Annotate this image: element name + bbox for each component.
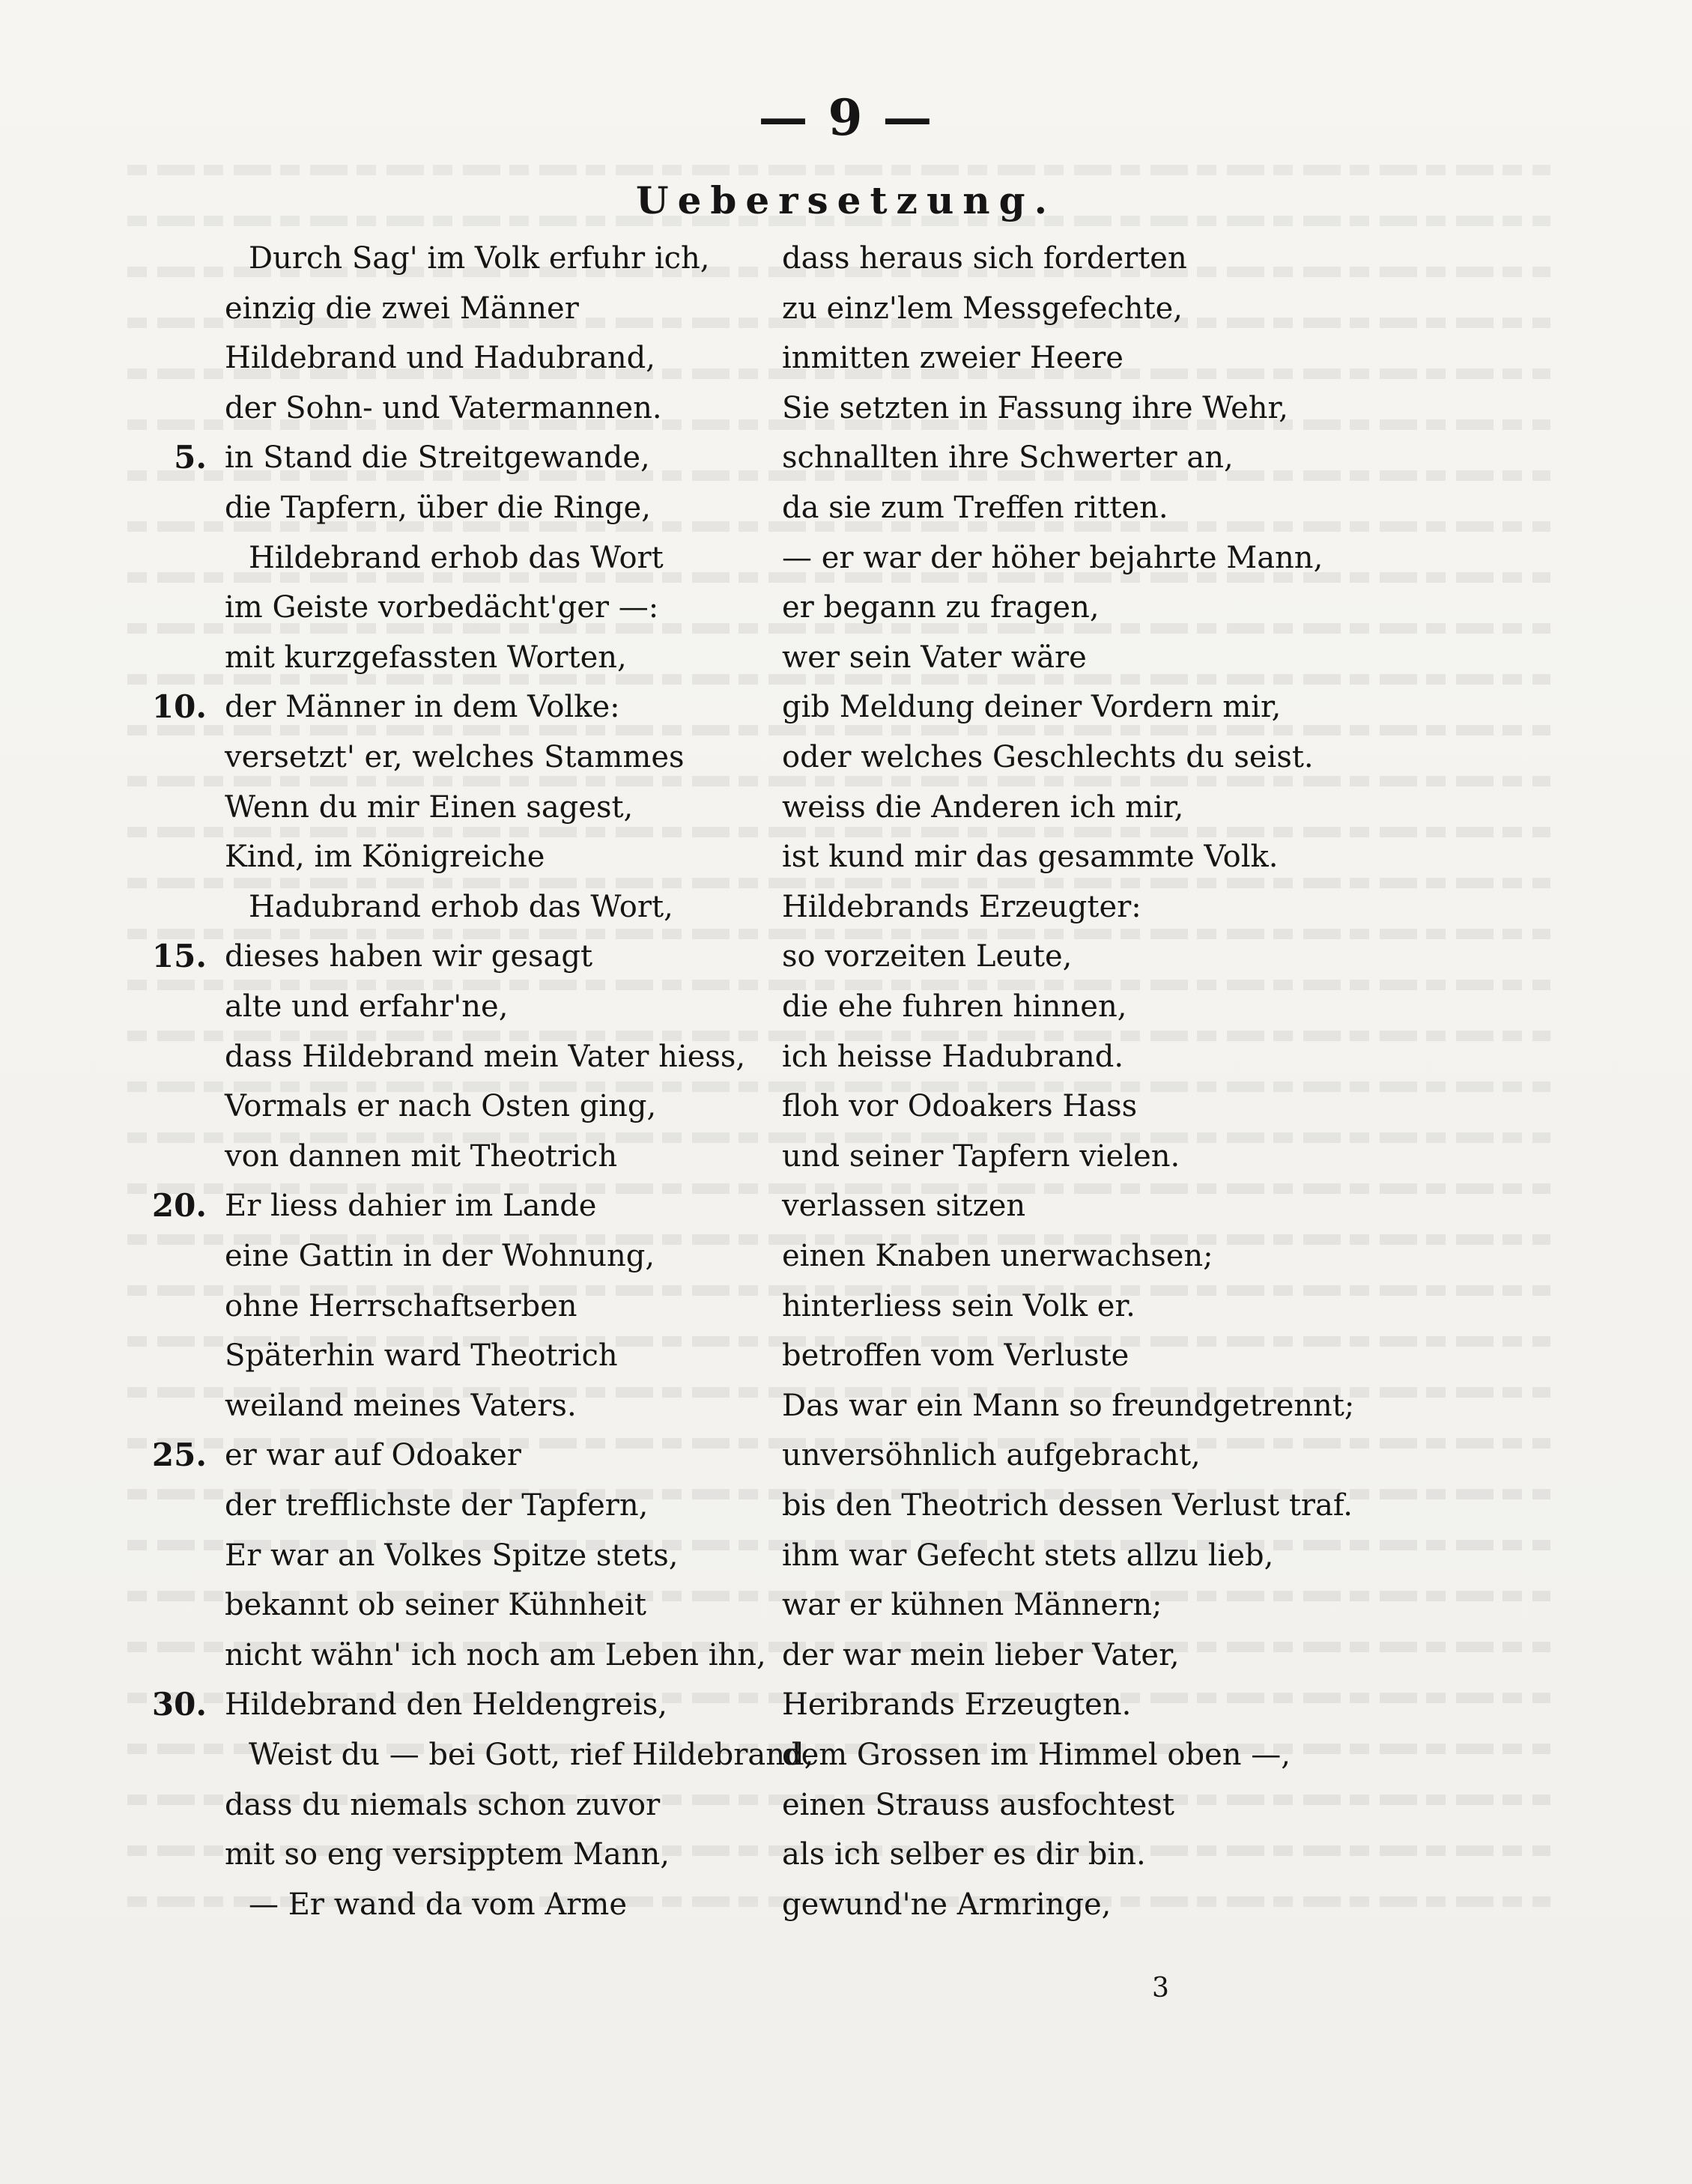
- verse-left-half: Hildebrand erhob das Wort: [249, 540, 664, 575]
- verse-left-half: Vormals er nach Osten ging,: [225, 1089, 657, 1124]
- verse-line: [0, 982, 1692, 1031]
- verse-line: [0, 1780, 1692, 1830]
- verse-line: [0, 1730, 1692, 1780]
- verse-left-half: die Tapfern, über die Ringe,: [225, 491, 651, 525]
- verse-right-half: wer sein Vater wäre: [782, 640, 1087, 675]
- page-title: Uebersetzung.: [635, 178, 1057, 222]
- verse-line: [0, 1631, 1692, 1680]
- verse-number: 20.: [151, 1187, 207, 1225]
- verse-left-half: — Er wand da vom Arme: [249, 1887, 628, 1922]
- verse-left-half: Hildebrand und Hadubrand,: [225, 341, 655, 376]
- verse-right-half: die ehe fuhren hinnen,: [782, 989, 1127, 1024]
- verse-left-half: der trefflichste der Tapfern,: [225, 1488, 649, 1523]
- verse-right-half: einen Strauss ausfochtest: [782, 1787, 1174, 1822]
- verse-line: [0, 383, 1692, 433]
- verse-right-half: verlassen sitzen: [782, 1189, 1026, 1224]
- verse-left-half: mit kurzgefassten Worten,: [225, 640, 627, 675]
- verse-right-half: zu einz'lem Messgefechte,: [782, 291, 1183, 326]
- verse-right-half: inmitten zweier Heere: [782, 341, 1124, 376]
- verse-left-half: Er liess dahier im Lande: [225, 1189, 597, 1224]
- verse-right-half: Hildebrands Erzeugter:: [782, 889, 1141, 924]
- verse-left-half: weiland meines Vaters.: [225, 1388, 577, 1423]
- verse-line: [0, 1281, 1692, 1331]
- verse-left-half: Weist du — bei Gott, rief Hildebrand,: [249, 1738, 814, 1772]
- verse-line: [0, 633, 1692, 682]
- verse-line: [0, 832, 1692, 882]
- verse-right-half: gewund'ne Armringe,: [782, 1887, 1112, 1922]
- signature-mark: 3: [1152, 1973, 1169, 2003]
- verse-left-half: alte und erfahr'ne,: [225, 989, 509, 1024]
- verse-right-half: hinterliess sein Volk er.: [782, 1288, 1135, 1323]
- verse-line: [0, 1580, 1692, 1630]
- verse-line: [0, 1331, 1692, 1380]
- verse-line: [0, 783, 1692, 832]
- verse-line: [0, 1880, 1692, 1929]
- verse-right-half: schnallten ihre Schwerter an,: [782, 440, 1234, 476]
- verse-line: [0, 1231, 1692, 1281]
- verse-left-half: der Sohn- und Vatermannen.: [225, 390, 662, 425]
- verse-number: 25.: [151, 1437, 207, 1474]
- verse-left-half: eine Gattin in der Wohnung,: [225, 1239, 655, 1273]
- verse-right-half: ich heisse Hadubrand.: [782, 1039, 1124, 1074]
- verse-left-half: nicht wähn' ich noch am Leben ihn,: [225, 1637, 766, 1672]
- verse-number: 15.: [151, 938, 207, 975]
- verse-left-half: im Geiste vorbedächt'ger —:: [225, 590, 659, 625]
- verse-right-half: er begann zu fragen,: [782, 590, 1100, 625]
- verse-left-half: in Stand die Streitgewande,: [225, 440, 650, 476]
- verse-left-half: von dannen mit Theotrich: [225, 1138, 618, 1174]
- verse-left-half: bekannt ob seiner Kühnheit: [225, 1588, 646, 1623]
- verse-line: [0, 333, 1692, 383]
- verse-right-half: Das war ein Mann so freundgetrennt;: [782, 1388, 1355, 1423]
- verse-line: [0, 1531, 1692, 1580]
- verse-left-half: einzig die zwei Männer: [225, 291, 579, 326]
- verse-left-half: mit so eng versipptem Mann,: [225, 1837, 670, 1872]
- verse-right-half: Heribrands Erzeugten.: [782, 1687, 1132, 1723]
- verse-left-half: Hildebrand den Heldengreis,: [225, 1687, 667, 1723]
- verse-line: [0, 533, 1692, 583]
- verse-left-half: Durch Sag' im Volk erfuhr ich,: [249, 241, 710, 276]
- verse-right-half: bis den Theotrich dessen Verlust traf.: [782, 1488, 1353, 1523]
- verse-line: [0, 583, 1692, 632]
- verse-left-half: dass du niemals schon zuvor: [225, 1787, 661, 1822]
- verse-right-half: floh vor Odoakers Hass: [782, 1089, 1138, 1124]
- verse-left-half: versetzt' er, welches Stammes: [225, 740, 685, 774]
- verse-number: 10.: [151, 688, 207, 726]
- verse-line: [0, 433, 1692, 482]
- verse-line: [0, 932, 1692, 981]
- verse-right-half: weiss die Anderen ich mir,: [782, 789, 1184, 825]
- verse-right-half: gib Meldung deiner Vordern mir,: [782, 690, 1282, 725]
- verse-line: [0, 1481, 1692, 1530]
- verse-right-half: dem Grossen im Himmel oben —,: [782, 1738, 1291, 1772]
- verse-right-half: als ich selber es dir bin.: [782, 1837, 1146, 1872]
- verse-line: [0, 1181, 1692, 1231]
- verse-left-half: Späterhin ward Theotrich: [225, 1338, 618, 1374]
- verse-line: [0, 284, 1692, 333]
- verse-right-half: da sie zum Treffen ritten.: [782, 491, 1168, 525]
- verse-right-half: betroffen vom Verluste: [782, 1338, 1129, 1374]
- verse-line: [0, 1132, 1692, 1181]
- verse-line: [0, 234, 1692, 283]
- verse-right-half: unversöhnlich aufgebracht,: [782, 1438, 1201, 1473]
- verse-line: [0, 732, 1692, 782]
- verse-right-half: oder welches Geschlechts du seist.: [782, 740, 1314, 774]
- verse-line: [0, 1431, 1692, 1480]
- verse-right-half: der war mein lieber Vater,: [782, 1637, 1180, 1672]
- verse-line: [0, 1082, 1692, 1131]
- verse-right-half: — er war der höher bejahrte Mann,: [782, 540, 1323, 575]
- verse-line: [0, 1680, 1692, 1729]
- verse-left-half: dieses haben wir gesagt: [225, 939, 593, 974]
- verse-right-half: ihm war Gefecht stets allzu lieb,: [782, 1538, 1274, 1573]
- verse-left-half: dass Hildebrand mein Vater hiess,: [225, 1039, 746, 1074]
- verse-left-half: Er war an Volkes Spitze stets,: [225, 1538, 679, 1573]
- verse-line: [0, 882, 1692, 932]
- verse-number: 5.: [174, 439, 207, 476]
- page-number-header: — 9 —: [758, 88, 934, 147]
- verse-number: 30.: [151, 1686, 207, 1723]
- verse-right-half: und seiner Tapfern vielen.: [782, 1138, 1180, 1174]
- verse-right-half: so vorzeiten Leute,: [782, 939, 1073, 974]
- verse-left-half: Wenn du mir Einen sagest,: [225, 789, 634, 825]
- verse-right-half: dass heraus sich forderten: [782, 241, 1187, 276]
- verse-left-half: Hadubrand erhob das Wort,: [249, 889, 673, 924]
- verse-left-half: der Männer in dem Volke:: [225, 690, 620, 725]
- verse-right-half: einen Knaben unerwachsen;: [782, 1239, 1213, 1273]
- verse-line: [0, 1381, 1692, 1431]
- verse-left-half: Kind, im Königreiche: [225, 840, 545, 875]
- verse-right-half: ist kund mir das gesammte Volk.: [782, 840, 1279, 875]
- verse-left-half: ohne Herrschaftserben: [225, 1288, 577, 1323]
- verse-line: [0, 682, 1692, 732]
- verse-line: [0, 1830, 1692, 1879]
- verse-right-half: Sie setzten in Fassung ihre Wehr,: [782, 390, 1288, 425]
- verse-line: [0, 483, 1692, 533]
- verse-right-half: war er kühnen Männern;: [782, 1588, 1162, 1623]
- verse-left-half: er war auf Odoaker: [225, 1438, 521, 1473]
- verse-line: [0, 1032, 1692, 1082]
